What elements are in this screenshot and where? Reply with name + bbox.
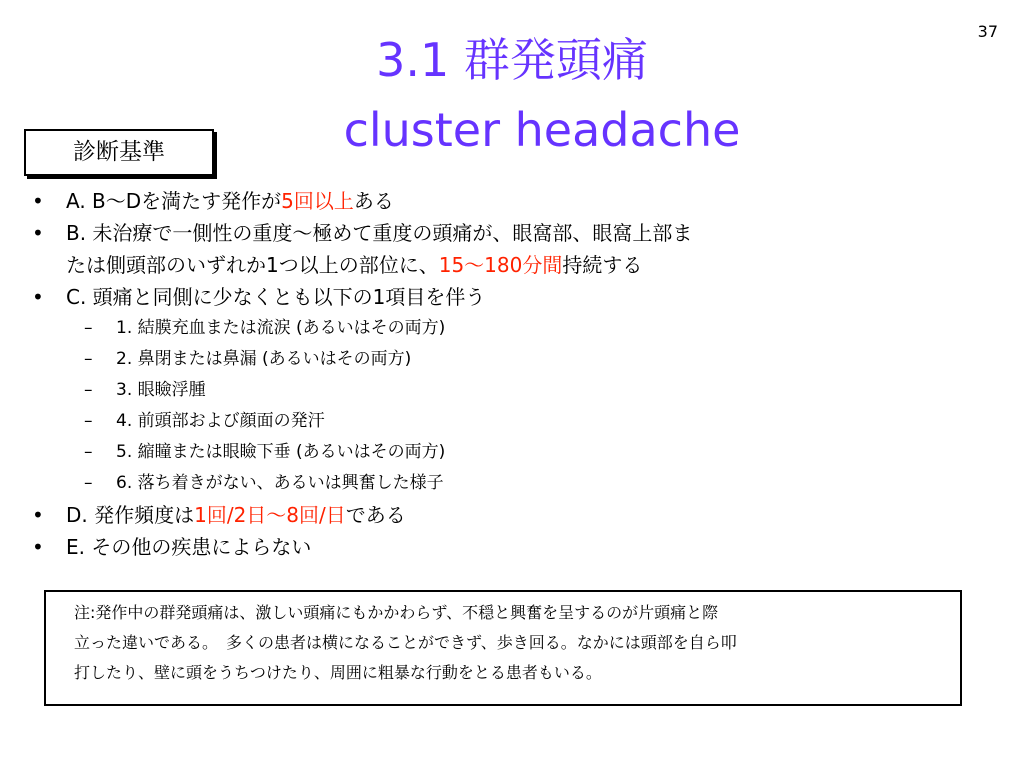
criterion-d	[26, 499, 946, 531]
criteria-list	[26, 185, 946, 563]
slide-number: 37	[977, 22, 998, 41]
bullet-icon: •	[32, 535, 44, 559]
dash-icon: –	[84, 349, 93, 369]
criterion-c-sub-3	[26, 375, 946, 406]
criterion-b-highlight: 15～180分間	[438, 253, 563, 277]
sub-item-text: 6. 落ち着きがない、あるいは興奮した様子	[116, 473, 444, 493]
criterion-b-suffix: 持続する	[562, 253, 643, 277]
criterion-b-text-line1: B. 未治療で一側性の重度～極めて重度の頭痛が、眼窩部、眼窩上部ま	[66, 221, 693, 245]
criterion-c-sub-5	[26, 437, 946, 468]
title-english: cluster headache	[343, 103, 741, 157]
criterion-c-sub-2	[26, 344, 946, 375]
bullet-icon: •	[32, 285, 44, 309]
criterion-c-text: C. 頭痛と同側に少なくとも以下の1項目を伴う	[66, 285, 486, 309]
criterion-c	[26, 281, 946, 313]
criterion-a-suffix: ある	[353, 189, 394, 213]
dash-icon: –	[84, 318, 93, 338]
criterion-a-text: A. B～Dを満たす発作が	[66, 189, 282, 213]
sub-item-text: 3. 眼瞼浮腫	[116, 380, 206, 400]
bullet-icon: •	[32, 503, 44, 527]
note-line-1: 注:発作中の群発頭痛は、激しい頭痛にもかかわらず、不穏と興奮を呈するのが片頭痛と際	[74, 603, 719, 622]
criterion-b-text-line2: たは側頭部のいずれか1つ以上の部位に、	[66, 253, 439, 277]
criteria-label-box: 診断基準	[24, 129, 214, 176]
dash-icon: –	[84, 473, 93, 493]
dash-icon: –	[84, 442, 93, 462]
criterion-e-text: E. その他の疾患によらない	[66, 535, 312, 559]
bullet-icon: •	[32, 189, 44, 213]
sub-item-text: 5. 縮瞳または眼瞼下垂 (あるいはその両方)	[116, 442, 446, 462]
criterion-d-highlight: 1回/2日～8回/日	[194, 503, 346, 527]
sub-item-text: 4. 前頭部および顔面の発汗	[116, 411, 325, 431]
title-japanese: 3.1 群発頭痛	[376, 33, 648, 87]
criterion-a-highlight: 5回以上	[281, 189, 354, 213]
dash-icon: –	[84, 380, 93, 400]
note-line-3: 打したり、壁に頭をうちつけたり、周囲に粗暴な行動をとる患者もいる。	[74, 663, 602, 682]
dash-icon: –	[84, 411, 93, 431]
criterion-d-text: D. 発作頻度は	[66, 503, 195, 527]
note-line-2: 立った違いである。 多くの患者は横になることができず、歩き回る。なかには頭部を自ら叩	[74, 633, 737, 652]
note-box	[44, 590, 962, 706]
criterion-b	[26, 217, 946, 281]
criterion-d-suffix: である	[345, 503, 406, 527]
criterion-c-sub-1	[26, 313, 946, 344]
criterion-a	[26, 185, 946, 217]
criterion-c-sub-6	[26, 468, 946, 499]
sub-item-text: 1. 結膜充血または流涙 (あるいはその両方)	[116, 318, 446, 338]
criterion-e	[26, 531, 946, 563]
criterion-c-sub-4	[26, 406, 946, 437]
sub-item-text: 2. 鼻閉または鼻漏 (あるいはその両方)	[116, 349, 412, 369]
bullet-icon: •	[32, 221, 44, 245]
